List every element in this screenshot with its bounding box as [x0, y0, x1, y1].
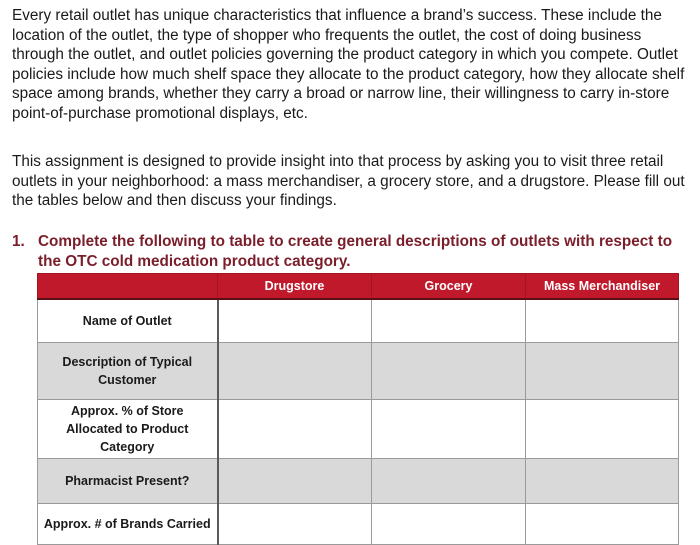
row-label-pharmacist: Pharmacist Present? [38, 459, 218, 504]
assignment-paragraph: This assignment is designed to provide insight into that process by asking you to visit three retail outlets in your neighborhood: a mass merchandiser, a grocery store, and a drugstore. Please fill out the tables below and then discuss your findings. [12, 153, 685, 210]
header-blank [38, 274, 218, 300]
cell-mass-customer[interactable] [526, 343, 679, 400]
intro-paragraph: Every retail outlet has unique characteristics that influence a brand’s success. These include the location of the outlet, the type of shopper who frequents the outlet, the cost of doing business through the outlet, and outlet policies governing the product category in which you compete. Outlet policies include how much shelf space they allocate to the product category, how they allocate shelf space among brands, whether they carry a broad or narrow line, their willingness to carry in-store point-of-purchase promotional displays, etc. [12, 7, 685, 122]
cell-grocery-brands[interactable] [372, 504, 526, 545]
row-label-store-allocation: Approx. % of Store Allocated to Product Category [38, 400, 218, 459]
cell-drugstore-name[interactable] [218, 299, 372, 343]
cell-grocery-name[interactable] [372, 299, 526, 343]
row-label-brands-carried: Approx. # of Brands Carried [38, 504, 218, 545]
row-label-typical-customer: Description of Typical Customer [38, 343, 218, 400]
question-text: Complete the following to table to create general descriptions of outlets with respect to the OTC cold medication product category. [38, 233, 673, 270]
table-row [38, 400, 679, 459]
header-mass-merchandiser: Mass Merchandiser [526, 274, 679, 300]
outlet-description-table [37, 273, 679, 545]
table-row [38, 459, 679, 504]
table-row [38, 299, 679, 343]
cell-drugstore-customer[interactable] [218, 343, 372, 400]
cell-drugstore-allocation[interactable] [218, 400, 372, 459]
table-row [38, 343, 679, 400]
cell-mass-brands[interactable] [526, 504, 679, 545]
header-drugstore: Drugstore [218, 274, 372, 300]
row-label-name-of-outlet: Name of Outlet [38, 299, 218, 343]
cell-mass-allocation[interactable] [526, 400, 679, 459]
cell-grocery-allocation[interactable] [372, 400, 526, 459]
cell-drugstore-brands[interactable] [218, 504, 372, 545]
cell-drugstore-pharmacist[interactable] [218, 459, 372, 504]
cell-mass-pharmacist[interactable] [526, 459, 679, 504]
cell-grocery-customer[interactable] [372, 343, 526, 400]
cell-grocery-pharmacist[interactable] [372, 459, 526, 504]
header-grocery: Grocery [372, 274, 526, 300]
cell-mass-name[interactable] [526, 299, 679, 343]
table-row [38, 504, 679, 545]
question-number: 1. [12, 233, 25, 250]
table-header-row [38, 274, 679, 300]
